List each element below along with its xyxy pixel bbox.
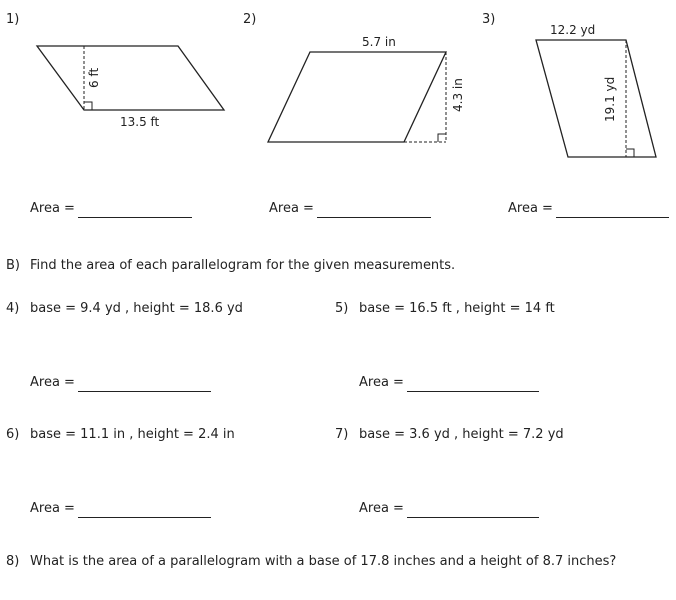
figure-2-height-label: 4.3 in	[451, 78, 465, 112]
problem-6-number: 6)	[6, 427, 20, 442]
area-label-1: Area =	[30, 201, 75, 216]
question-8-text: What is the area of a parallelogram with a base of 17.8 inches and a height of 8.7 inches?	[30, 554, 617, 569]
question-8-number: 8)	[6, 554, 20, 569]
area-label-4: Area =	[30, 375, 75, 390]
figure-3-parallelogram	[0, 0, 676, 170]
problem-7-text: base = 3.6 yd , height = 7.2 yd	[359, 427, 564, 442]
answer-line-1[interactable]	[78, 217, 192, 218]
answer-line-2[interactable]	[317, 217, 431, 218]
answer-line-6[interactable]	[78, 517, 211, 518]
figure-1-number: 1)	[6, 12, 20, 27]
problem-6-text: base = 11.1 in , height = 2.4 in	[30, 427, 235, 442]
answer-line-3[interactable]	[556, 217, 669, 218]
figure-3-number: 3)	[482, 12, 496, 27]
section-b-instruction: Find the area of each parallelogram for the given measurements.	[30, 258, 456, 273]
area-label-3: Area =	[508, 201, 553, 216]
area-label-5: Area =	[359, 375, 404, 390]
area-label-2: Area =	[269, 201, 314, 216]
section-b-letter: B)	[6, 258, 20, 273]
area-label-6: Area =	[30, 501, 75, 516]
figure-3-height-label: 19.1 yd	[603, 76, 617, 122]
figure-2-number: 2)	[243, 12, 257, 27]
figure-3-top-label: 12.2 yd	[550, 23, 596, 37]
answer-line-7[interactable]	[407, 517, 539, 518]
answer-line-5[interactable]	[407, 391, 539, 392]
figure-2-top-label: 5.7 in	[362, 35, 396, 49]
problem-7-number: 7)	[335, 427, 349, 442]
problem-5-number: 5)	[335, 301, 349, 316]
answer-line-4[interactable]	[78, 391, 211, 392]
figure-1-base-label: 13.5 ft	[120, 115, 160, 129]
figure-1-height-label: 6 ft	[87, 67, 101, 88]
problem-5-text: base = 16.5 ft , height = 14 ft	[359, 301, 555, 316]
problem-4-number: 4)	[6, 301, 20, 316]
area-label-7: Area =	[359, 501, 404, 516]
problem-4-text: base = 9.4 yd , height = 18.6 yd	[30, 301, 243, 316]
